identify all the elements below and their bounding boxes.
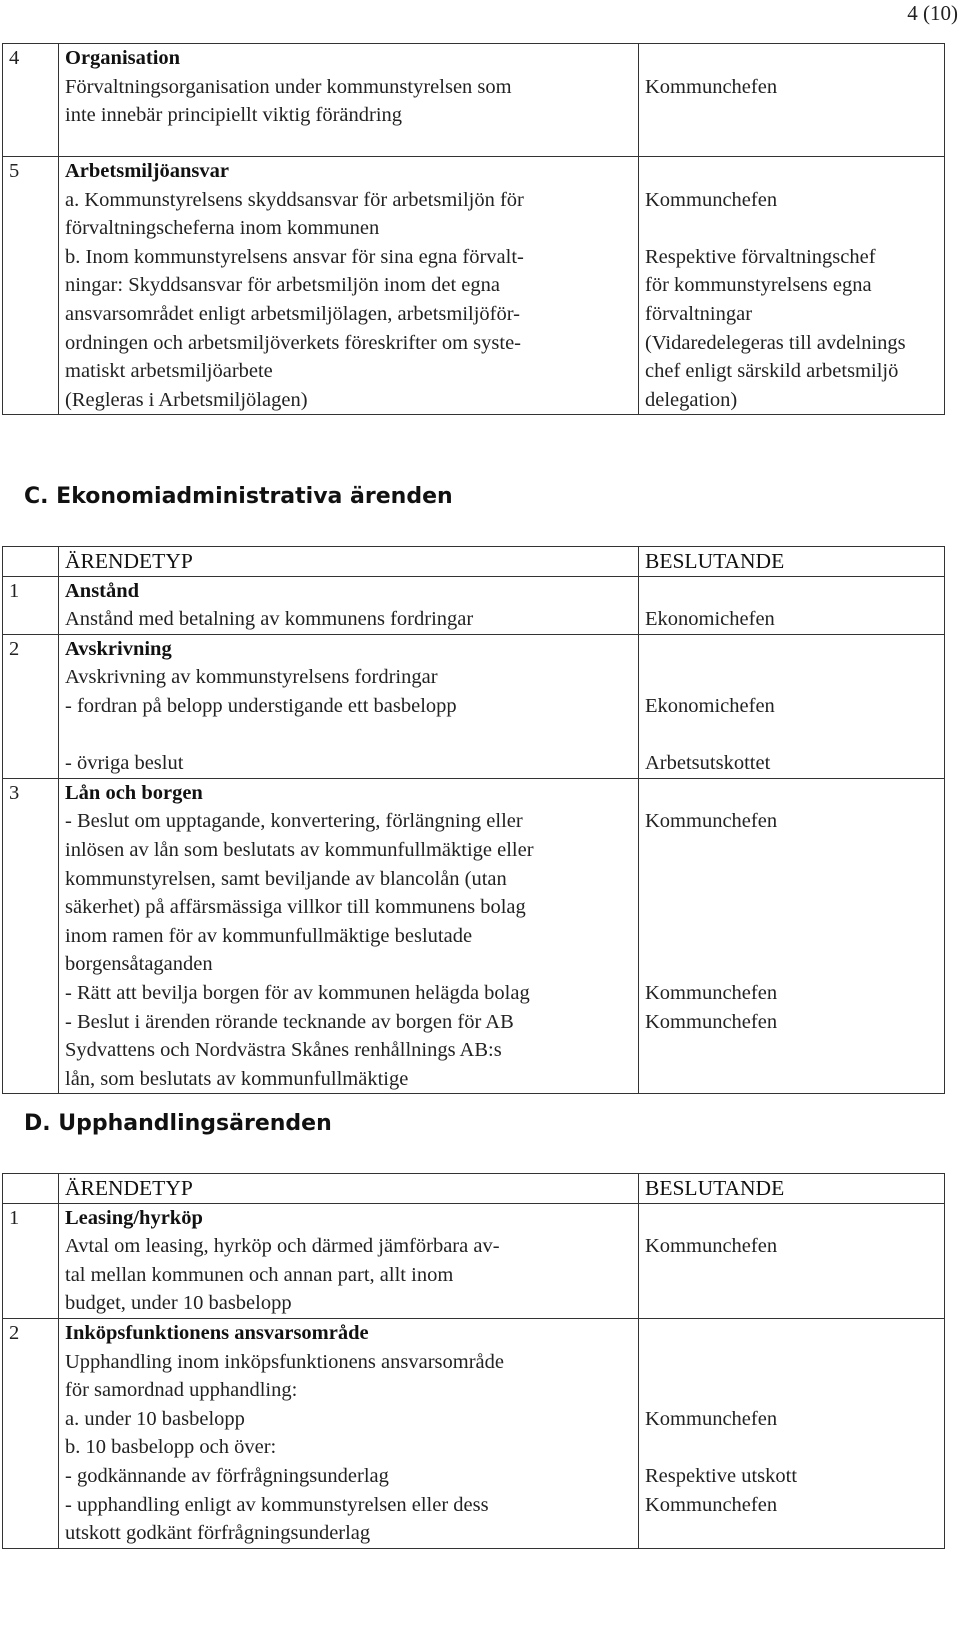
row-description: [59, 1203, 639, 1318]
decider-line: chef enligt särskild arbetsmiljö: [645, 360, 899, 383]
row-description: [59, 157, 639, 415]
row-number: 2: [3, 1318, 59, 1548]
table-header-row: [3, 547, 945, 577]
row-line: (Regleras i Arbetsmiljölagen): [65, 388, 308, 411]
row-title: Leasing/hyrköp: [65, 1206, 203, 1229]
row-line: kommunstyrelsen, samt beviljande av blancolån (utan: [65, 867, 507, 890]
row-decider: [639, 778, 945, 1094]
row-title: Lån och borgen: [65, 781, 203, 804]
row-decider: [639, 1203, 945, 1318]
decider-line: Kommunchefen: [645, 981, 778, 1004]
table-row: [3, 778, 945, 1094]
row-line: Avtal om leasing, hyrköp och därmed jämförbara av-: [65, 1235, 500, 1258]
decider-line: Kommunchefen: [645, 75, 778, 98]
decider-line: förvaltningar: [645, 302, 753, 325]
row-line: inlösen av lån som beslutats av kommunfullmäktige eller: [65, 838, 534, 861]
table-row: [3, 1203, 945, 1318]
row-line: - Beslut i ärenden rörande tecknande av borgen för AB: [65, 1010, 514, 1033]
row-line: Upphandling inom inköpsfunktionens ansvarsområde: [65, 1350, 504, 1373]
row-description: [59, 44, 639, 157]
section-heading-economics: C. Ekonomiadministrativa ärenden: [24, 484, 453, 509]
decider-line: Kommunchefen: [645, 1407, 778, 1430]
row-line: förvaltningscheferna inom kommunen: [65, 217, 380, 240]
row-number: 3: [3, 778, 59, 1094]
table-row: [3, 157, 945, 415]
row-decider: [639, 44, 945, 157]
row-description: [59, 778, 639, 1094]
row-line: matiskt arbetsmiljöarbete: [65, 360, 273, 383]
row-line: borgensåtaganden: [65, 953, 213, 976]
table-row: [3, 44, 945, 157]
row-decider: [639, 634, 945, 778]
row-description: [59, 1318, 639, 1548]
decider-line: Respektive förvaltningschef: [645, 245, 876, 268]
table-row: [3, 1318, 945, 1548]
decider-line: Kommunchefen: [645, 1010, 778, 1033]
row-line: utskott godkänt förfrågningsunderlag: [65, 1522, 371, 1545]
row-line: - godkännande av förfrågningsunderlag: [65, 1464, 389, 1487]
row-title: Arbetsmiljöansvar: [65, 160, 229, 182]
row-line: tal mellan kommunen och annan part, allt inom: [65, 1263, 454, 1286]
row-line: - upphandling enligt av kommunstyrelsen eller dess: [65, 1493, 489, 1516]
row-line: säkerhet) på affärsmässiga villkor till kommunens bolag: [65, 896, 526, 919]
row-line: för samordnad upphandling:: [65, 1379, 298, 1402]
row-line: Avskrivning av kommunstyrelsens fordringar: [65, 666, 438, 689]
row-line: Sydvattens och Nordvästra Skånes renhållnings AB:s: [65, 1039, 502, 1062]
decider-line: Kommunchefen: [645, 1235, 778, 1258]
decider-line: Kommunchefen: [645, 1493, 778, 1516]
row-line: a. Kommunstyrelsens skyddsansvar för arbetsmiljön för: [65, 188, 524, 211]
row-line: b. 10 basbelopp och över:: [65, 1436, 277, 1459]
row-line: inom ramen för av kommunfullmäktige beslutade: [65, 924, 473, 947]
row-line: budget, under 10 basbelopp: [65, 1292, 292, 1315]
table-header-row: [3, 1174, 945, 1204]
row-line: b. Inom kommunstyrelsens ansvar för sina egna förvalt-: [65, 245, 524, 268]
row-line: a. under 10 basbelopp: [65, 1407, 245, 1430]
row-description: [59, 576, 639, 634]
row-line: lån, som beslutats av kommunfullmäktige: [65, 1067, 409, 1090]
row-line: ordningen och arbetsmiljöverkets föreskrifter om syste-: [65, 331, 521, 354]
row-line: Anstånd med betalning av kommunens fordringar: [65, 608, 474, 631]
decider-line: för kommunstyrelsens egna: [645, 274, 872, 297]
column-header-decider: BESLUTANDE: [639, 547, 945, 577]
row-line: - Rätt att bevilja borgen för av kommunen helägda bolag: [65, 981, 530, 1004]
row-line: ansvarsområdet enligt arbetsmiljölagen, arbetsmiljöför-: [65, 302, 521, 325]
row-line: Förvaltningsorganisation under kommunstyrelsen som: [65, 75, 512, 98]
delegation-table-procurement: [2, 1173, 945, 1549]
decider-line: Ekonomichefen: [645, 608, 775, 631]
decider-line: Arbetsutskottet: [645, 752, 771, 775]
row-decider: [639, 1318, 945, 1548]
row-decider: [639, 576, 945, 634]
row-title: Avskrivning: [65, 637, 172, 660]
row-number: 2: [3, 634, 59, 778]
row-title: Anstånd: [65, 579, 140, 602]
decider-line: Respektive utskott: [645, 1464, 798, 1487]
row-decider: [639, 157, 945, 415]
decider-line: Kommunchefen: [645, 810, 778, 833]
row-number: 1: [3, 1203, 59, 1318]
table-row: [3, 634, 945, 778]
column-header-type: ÄRENDETYP: [59, 547, 639, 577]
decider-line: (Vidaredelegeras till avdelnings: [645, 331, 906, 354]
row-description: [59, 634, 639, 778]
row-number: 4: [3, 44, 59, 157]
decider-line: Ekonomichefen: [645, 694, 775, 717]
page-number: 4 (10): [907, 1, 958, 25]
row-number: 1: [3, 576, 59, 634]
column-header-decider: BESLUTANDE: [639, 1174, 945, 1204]
row-title: Organisation: [65, 47, 181, 69]
row-line: inte innebär principiellt viktig förändring: [65, 104, 403, 127]
row-line: - Beslut om upptagande, konvertering, förlängning eller: [65, 810, 523, 833]
delegation-table-organisation: [2, 43, 945, 415]
decider-line: Kommunchefen: [645, 188, 778, 211]
row-title: Inköpsfunktionens ansvarsområde: [65, 1321, 369, 1344]
row-line: - fordran på belopp understigande ett basbelopp: [65, 694, 457, 717]
row-number: 5: [3, 157, 59, 415]
decider-line: delegation): [645, 388, 738, 411]
row-line: ningar: Skyddsansvar för arbetsmiljön inom det egna: [65, 274, 500, 297]
delegation-table-economics: [2, 546, 945, 1094]
section-heading-procurement: D. Upphandlingsärenden: [24, 1111, 332, 1136]
table-row: [3, 576, 945, 634]
column-header-type: ÄRENDETYP: [59, 1174, 639, 1204]
row-line: - övriga beslut: [65, 752, 184, 775]
